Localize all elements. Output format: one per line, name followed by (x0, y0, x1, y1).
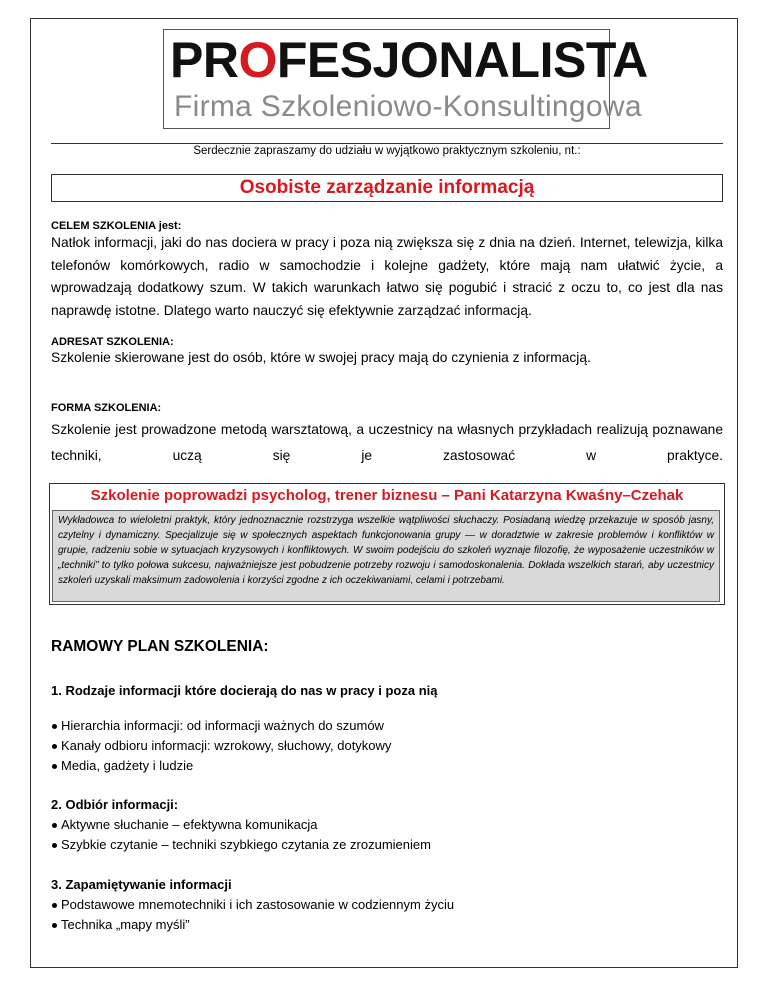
plan-section-title: 1. Rodzaje informacji które docierają do nas w pracy i poza nią (51, 683, 438, 698)
plan-section-title: 3. Zapamiętywanie informacji (51, 877, 232, 892)
plan-section-list (51, 716, 391, 776)
header-divider (51, 143, 723, 144)
audience-label: ADRESAT SZKOLENIA: (51, 336, 174, 348)
plan-section-list (51, 895, 454, 935)
form-label: FORMA SZKOLENIA: (51, 402, 162, 414)
plan-list-item: Szybkie czytanie – techniki szybkiego czytania ze zrozumieniem (51, 835, 431, 855)
goal-label: CELEM SZKOLENIA jest: (51, 220, 182, 232)
course-title: Osobiste zarządzanie informacją (51, 174, 723, 202)
form-text: Szkolenie jest prowadzone metodą warsztatową, a uczestnicy na własnych przykładach realizują poznawane techniki, uczą się je zastosować w praktyce. (51, 422, 723, 463)
goal-text: Natłok informacji, jaki do nas dociera w pracy i poza nią zwiększa się z dnia na dzień. Internet, telewizja, kilka telefonów komórkowych, radio w samochodzie i kolejne gadżety, które mają nam ułatwić życie, a wprowadzają dodatkowy szum. W takich warunkach łatwo się pogubić i stracić z oczu to, co jest dla nas naprawdę istotne. Dlatego warto nauczyć się efektywnie zarządzać informacją. (51, 235, 723, 318)
plan-list-item: Podstawowe mnemotechniki i ich zastosowanie w codziennym życiu (51, 895, 454, 915)
plan-section-list (51, 815, 431, 855)
trainer-heading: Szkolenie poprowadzi psycholog, trener biznesu – Pani Katarzyna Kwaśny–Czehak (90, 487, 684, 504)
plan-list-item: Technika „mapy myśli” (51, 915, 454, 935)
trainer-description: Wykładowca to wieloletni praktyk, który jednoznacznie rozstrzyga wszelkie wątpliwości słuchaczy. Posiadaną wiedzę przekazuje w sposób jasny, czytelny i dynamiczny. Specjalizuje się w społecznych aspektach funkcjonowania grupy — w doradztwie w zakresie problemów i konfliktów w grupie, radzeniu sobie w sytuacjach kryzysowych i konfliktowych. W swoim podejściu do szkoleń wyznaje filozofię, że wyposażenie uczestników w „techniki” to tylko połowa sukcesu, najważniejsze jest pobudzenie potrzeby rozwoju i samodoskonalenia. Dokłada wszelkich starań, aby uczestnicy szkoleń uzyskali maksimum zadowolenia i korzyści zgodne z ich oczekiwaniami, celami i potrzebami. (52, 510, 720, 602)
plan-list-item: Hierarchia informacji: od informacji ważnych do szumów (51, 716, 391, 736)
trainer-box (49, 483, 725, 605)
plan-heading: RAMOWY PLAN SZKOLENIA: (51, 638, 269, 655)
plan-list-item: Media, gadżety i ludzie (51, 756, 391, 776)
logo-title: PROFESJONALISTA (170, 32, 648, 88)
audience-text: Szkolenie skierowane jest do osób, które w swojej pracy mają do czynienia z informacją. (51, 350, 591, 365)
logo-subtitle: Firma Szkoleniowo-Konsultingowa (174, 90, 642, 123)
invitation-text: Serdecznie zapraszamy do udziału w wyjątkowo praktycznym szkoleniu, nt.: (193, 145, 581, 157)
plan-section-title: 2. Odbiór informacji: (51, 797, 179, 812)
plan-list-item: Kanały odbioru informacji: wzrokowy, słuchowy, dotykowy (51, 736, 391, 756)
logo-red-letter: O (238, 32, 277, 88)
plan-list-item: Aktywne słuchanie – efektywna komunikacja (51, 815, 431, 835)
company-logo (163, 29, 648, 129)
